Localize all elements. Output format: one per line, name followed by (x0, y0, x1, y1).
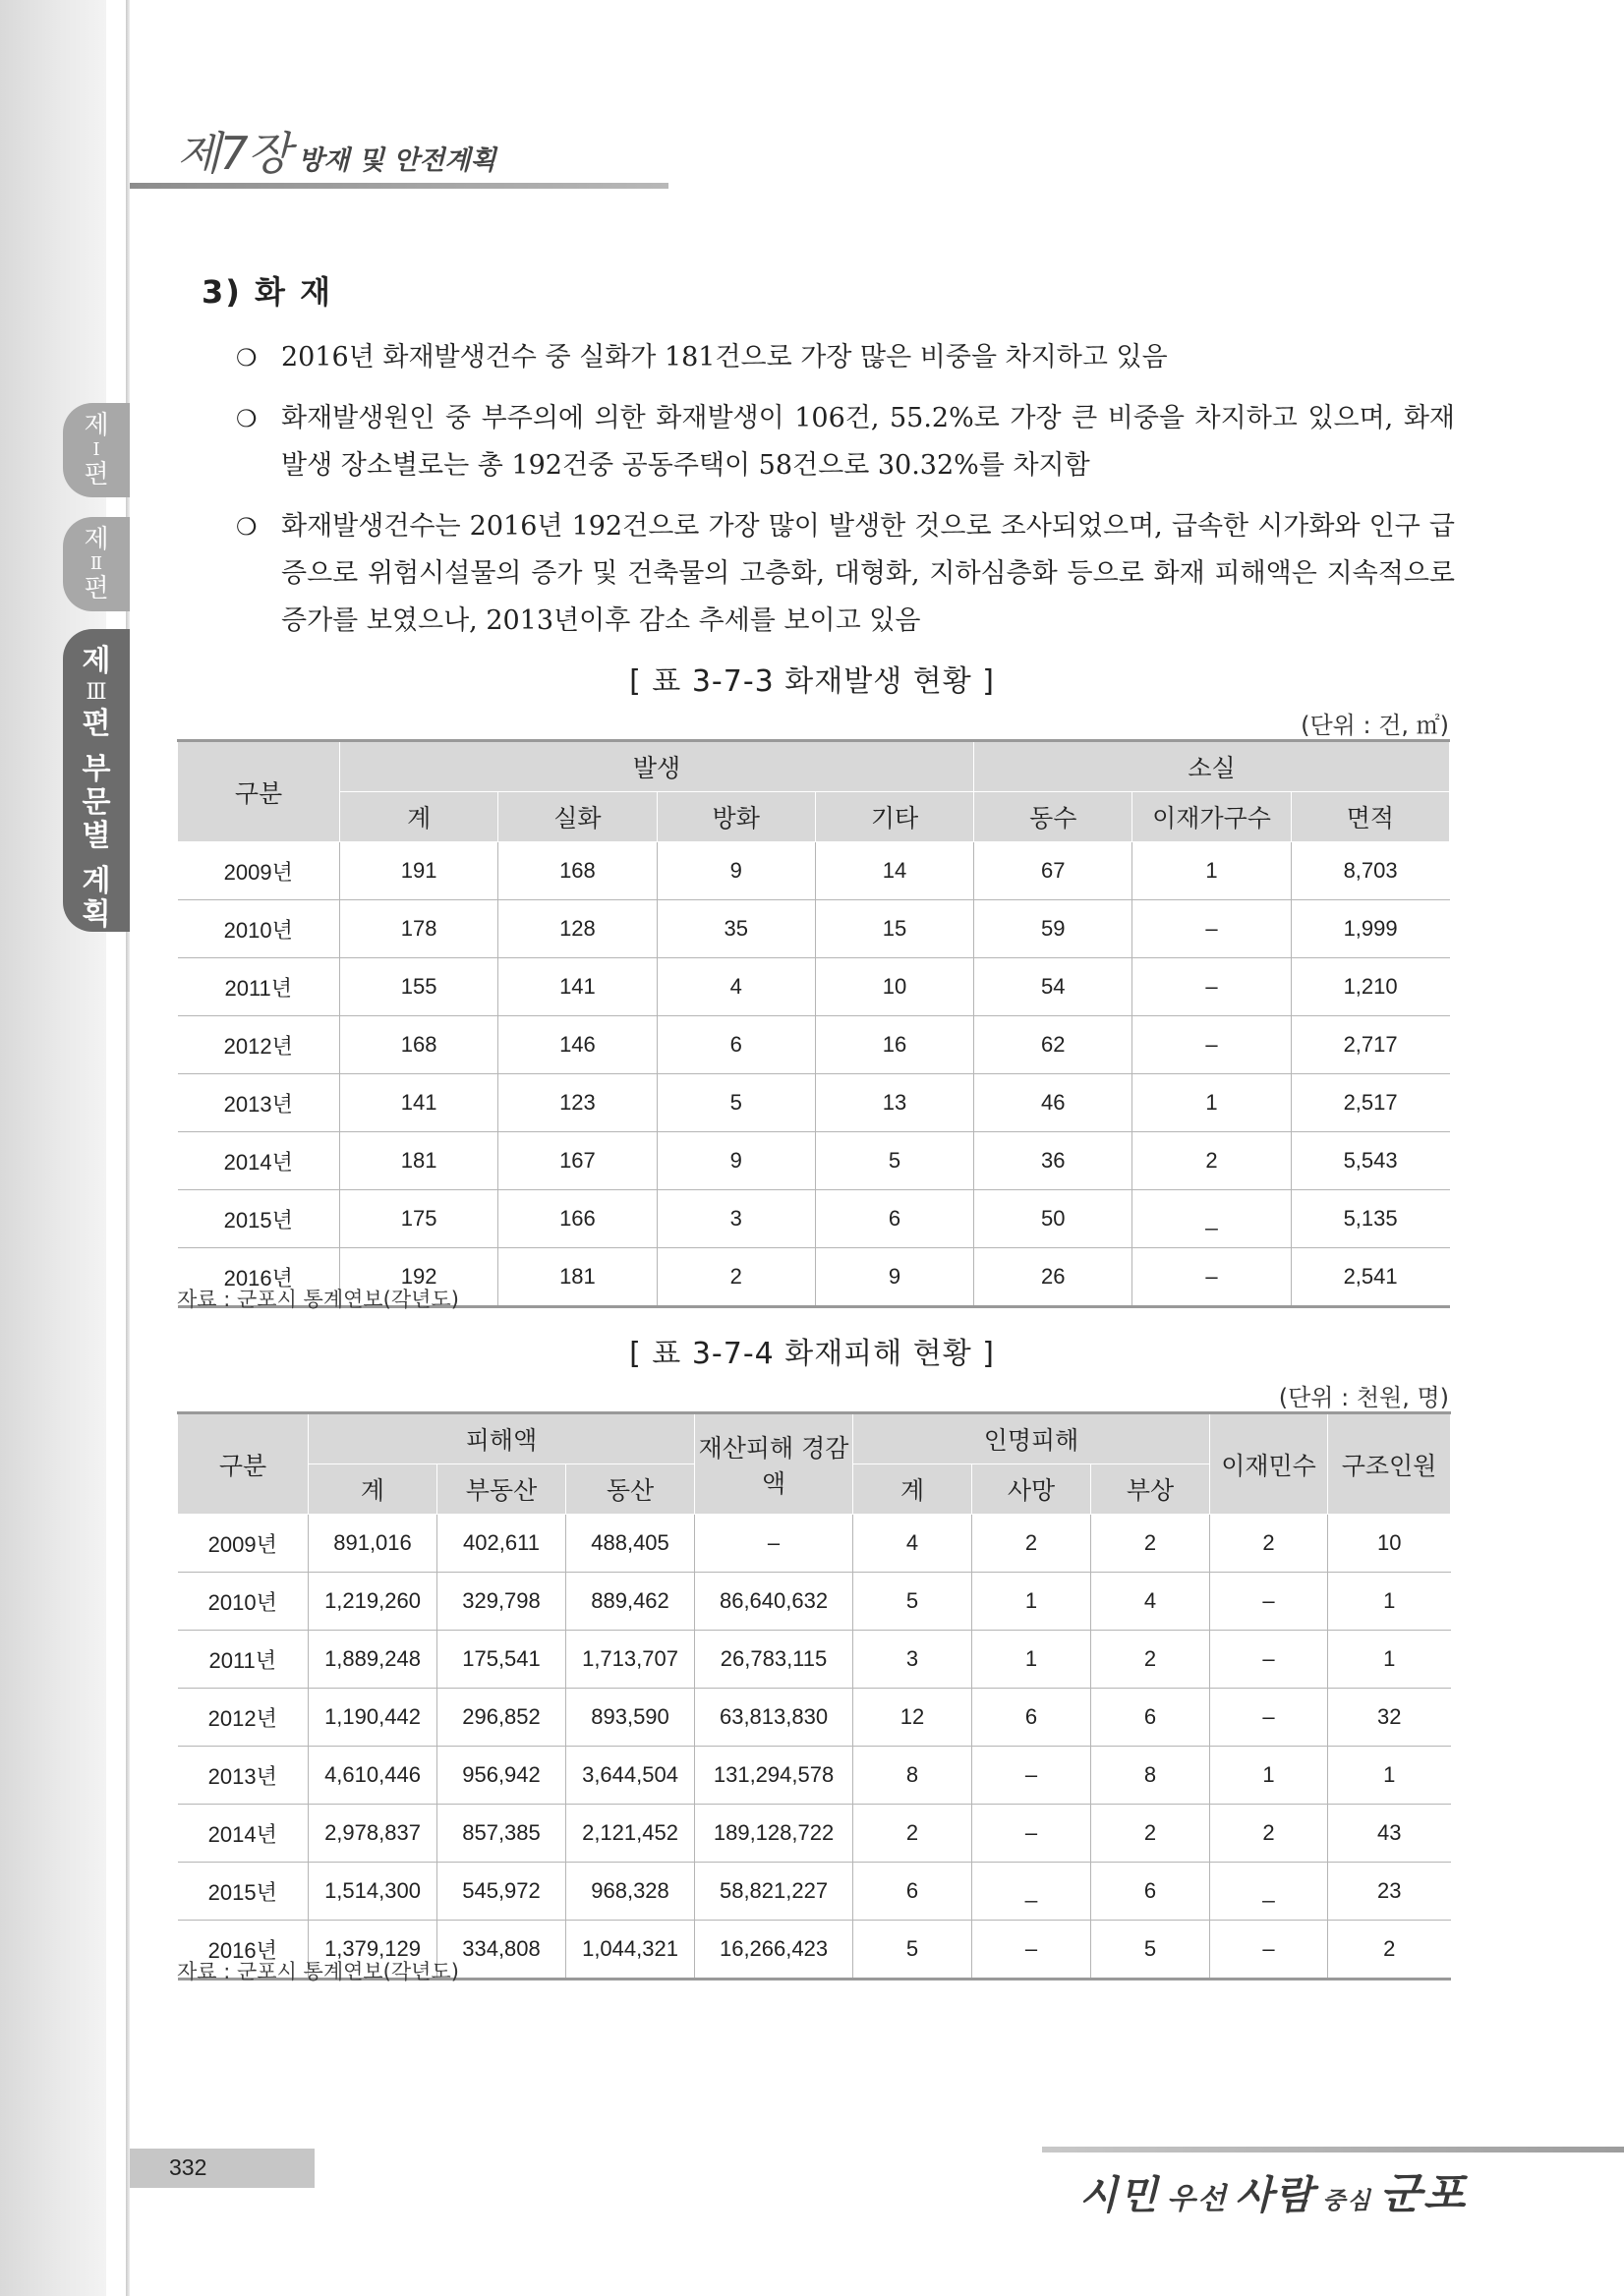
table-cell: 1 (1132, 842, 1291, 900)
header-gubun: 구분 (178, 1413, 309, 1515)
table-cell: 62 (974, 1016, 1132, 1074)
table-cell: 1,210 (1291, 958, 1449, 1016)
table-cell: 67 (974, 842, 1132, 900)
table-cell: – (1132, 1248, 1291, 1307)
table-row (178, 900, 1450, 958)
header-deaths: 사망 (972, 1464, 1091, 1515)
table-row (178, 1515, 1451, 1573)
table-cell: 5 (1091, 1921, 1210, 1980)
table-cell: – (972, 1747, 1091, 1805)
table-cell: 8 (853, 1747, 972, 1805)
table-cell: 8,703 (1291, 842, 1449, 900)
slogan-word: 우선 (1166, 2182, 1228, 2216)
side-tab-label: 편 (84, 574, 109, 603)
table-cell: 141 (498, 958, 657, 1016)
row-year-cell: 2012년 (178, 1689, 309, 1747)
table-cell: 50 (974, 1190, 1132, 1248)
table-cell: 6 (853, 1863, 972, 1921)
side-tab-roman: Ⅰ (92, 439, 100, 460)
table-cell: _ (1132, 1190, 1291, 1248)
table1-source: 자료 : 군포시 통계연보(각년도) (177, 1288, 459, 1311)
row-year-cell: 2013년 (178, 1074, 340, 1132)
table-cell: 2,541 (1291, 1248, 1449, 1307)
table-cell: 4,610,446 (309, 1747, 437, 1805)
table-cell: 329,798 (437, 1573, 566, 1631)
table-cell: 1,379,129 (309, 1921, 437, 1980)
table-cell: 23 (1328, 1863, 1451, 1921)
table-cell: 1 (1328, 1631, 1451, 1689)
footer-rule (1042, 2147, 1624, 2152)
slogan-word: 군포 (1379, 2169, 1468, 2219)
table-cell: 296,852 (437, 1689, 566, 1747)
side-tab-label: 제 (84, 411, 109, 440)
header-buildings: 동수 (974, 792, 1132, 842)
table-row (178, 1016, 1450, 1074)
row-year-cell: 2009년 (178, 842, 340, 900)
header-gubun: 구분 (178, 741, 340, 842)
table-cell: 43 (1328, 1805, 1451, 1863)
table-cell: 4 (657, 958, 815, 1016)
row-year-cell: 2015년 (178, 1190, 340, 1248)
side-tab-label: 제 (82, 644, 111, 678)
table-cell: – (1210, 1631, 1328, 1689)
side-tab-label: 부 (82, 752, 111, 786)
header-accidental: 실화 (498, 792, 657, 842)
table-cell: 1 (1210, 1747, 1328, 1805)
header-occurrence: 발생 (340, 741, 974, 792)
slogan-word: 사람 (1235, 2172, 1315, 2218)
table-cell: 167 (498, 1132, 657, 1190)
table-row (178, 1689, 1451, 1747)
table-cell: 178 (340, 900, 498, 958)
table-row (178, 1805, 1451, 1863)
table-cell: 35 (657, 900, 815, 958)
header-movable: 동산 (566, 1464, 695, 1515)
table-cell: 4 (1091, 1573, 1210, 1631)
table-cell: 16 (815, 1016, 973, 1074)
table-cell: 175 (340, 1190, 498, 1248)
table-cell: 5 (815, 1132, 973, 1190)
table-cell: 6 (815, 1190, 973, 1248)
table-row (178, 1573, 1451, 1631)
header-total: 계 (853, 1464, 972, 1515)
table-row (178, 1132, 1450, 1190)
table-cell: 189,128,722 (695, 1805, 853, 1863)
table-cell: 131,294,578 (695, 1747, 853, 1805)
side-tab-part-1[interactable] (63, 403, 130, 497)
table-cell: 1,190,442 (309, 1689, 437, 1747)
header-arson: 방화 (657, 792, 815, 842)
table-cell: 16,266,423 (695, 1921, 853, 1980)
header-other: 기타 (815, 792, 973, 842)
table-cell: _ (972, 1863, 1091, 1921)
table-cell: 1 (972, 1631, 1091, 1689)
header-displaced-households: 이재가구수 (1132, 792, 1291, 842)
table-cell: 14 (815, 842, 973, 900)
table-cell: 2 (1091, 1515, 1210, 1573)
header-damage-amount: 피해액 (309, 1413, 695, 1464)
table-cell: 2 (1132, 1132, 1291, 1190)
table-cell: 8 (1091, 1747, 1210, 1805)
slogan-word: 시민 (1079, 2172, 1160, 2218)
header-real-estate: 부동산 (437, 1464, 566, 1515)
table-row (178, 958, 1450, 1016)
table-cell: 3,644,504 (566, 1747, 695, 1805)
table-cell: 63,813,830 (695, 1689, 853, 1747)
table-cell: 166 (498, 1190, 657, 1248)
table-cell: 2 (1210, 1805, 1328, 1863)
table-cell: 59 (974, 900, 1132, 958)
row-year-cell: 2014년 (178, 1805, 309, 1863)
row-year-cell: 2010년 (178, 1573, 309, 1631)
table-cell: – (972, 1921, 1091, 1980)
table-cell: – (1210, 1921, 1328, 1980)
header-rule (130, 183, 668, 189)
table-cell: 181 (340, 1132, 498, 1190)
side-tab-label: 편 (82, 707, 111, 741)
table-cell: 893,590 (566, 1689, 695, 1747)
table1-title: [ 표 3-7-3 화재발생 현황 ] (629, 664, 995, 699)
table-cell: 86,640,632 (695, 1573, 853, 1631)
table-cell: 12 (853, 1689, 972, 1747)
table-cell: 2,717 (1291, 1016, 1449, 1074)
table-cell: 2,978,837 (309, 1805, 437, 1863)
table-cell: 46 (974, 1074, 1132, 1132)
table-cell: 192 (340, 1248, 498, 1307)
table-cell: 1 (1328, 1573, 1451, 1631)
side-tab-part-2[interactable] (63, 517, 130, 611)
table-cell: 857,385 (437, 1805, 566, 1863)
row-year-cell: 2013년 (178, 1747, 309, 1805)
table-cell: 146 (498, 1016, 657, 1074)
section-title: 3) 화 재 (202, 273, 332, 311)
row-year-cell: 2016년 (178, 1921, 309, 1980)
table-cell: 968,328 (566, 1863, 695, 1921)
bullet-list (236, 334, 1455, 659)
side-tab-label: 획 (82, 897, 111, 932)
table-cell: 2 (1328, 1921, 1451, 1980)
side-tab-label: 제 (84, 525, 109, 554)
slogan-word: 중심 (1322, 2186, 1372, 2214)
table-cell: 488,405 (566, 1515, 695, 1573)
table2-source: 자료 : 군포시 통계연보(각년도) (177, 1960, 459, 1983)
fire-occurrence-table (177, 739, 1450, 1308)
table-row (178, 842, 1450, 900)
row-year-cell: 2016년 (178, 1248, 340, 1307)
row-year-cell: 2009년 (178, 1515, 309, 1573)
table-cell: 168 (340, 1016, 498, 1074)
table-cell: 10 (815, 958, 973, 1016)
table-cell: 3 (853, 1631, 972, 1689)
table-cell: – (1132, 1016, 1291, 1074)
table-cell: 4 (853, 1515, 972, 1573)
table-cell: 2 (1210, 1515, 1328, 1573)
footer-slogan (1079, 2158, 1467, 2221)
table-cell: 26 (974, 1248, 1132, 1307)
fire-damage-table (177, 1411, 1451, 1980)
page-edge-line (126, 0, 130, 2296)
table-cell: 26,783,115 (695, 1631, 853, 1689)
table-cell: 58,821,227 (695, 1863, 853, 1921)
table-cell: 2 (1091, 1805, 1210, 1863)
table-cell: 2 (972, 1515, 1091, 1573)
table-cell: 2 (1091, 1631, 1210, 1689)
table-cell: 334,808 (437, 1921, 566, 1980)
table-cell: 402,611 (437, 1515, 566, 1573)
bullet-item (236, 334, 1455, 381)
table-cell: 1,889,248 (309, 1631, 437, 1689)
bullet-text: 화재발생건수는 2016년 192건으로 가장 많이 발생한 것으로 조사되었으며, 급속한 시가화와 인구 급증으로 위험시설물의 증가 및 건축물의 고층화, 대형화, 지하심층화 등으로 화재 피해액은 지속적으로 증가를 보였으나, 2013년이후 감소 추세를 보이고 있음 (281, 511, 1455, 636)
chapter-number: 제7장 (177, 127, 291, 180)
header-total: 계 (340, 792, 498, 842)
table-cell: 6 (1091, 1863, 1210, 1921)
table-cell: 1,044,321 (566, 1921, 695, 1980)
table-cell: 9 (815, 1248, 973, 1307)
table-cell: 128 (498, 900, 657, 958)
table-cell: 181 (498, 1248, 657, 1307)
table-row (178, 1631, 1451, 1689)
header-total: 계 (309, 1464, 437, 1515)
table-cell: 1,999 (1291, 900, 1449, 958)
table-cell: 32 (1328, 1689, 1451, 1747)
table-cell: – (972, 1805, 1091, 1863)
header-casualties: 인명피해 (853, 1413, 1210, 1464)
table1-unit: (단위 : 건, ㎡) (1301, 712, 1449, 739)
header-rescued: 구조인원 (1328, 1413, 1451, 1515)
table-cell: 54 (974, 958, 1132, 1016)
page-edge (0, 0, 109, 2296)
table-cell: 9 (657, 842, 815, 900)
table-cell: 6 (1091, 1689, 1210, 1747)
bullet-text: 2016년 화재발생건수 중 실화가 181건으로 가장 많은 비중을 차지하고 있음 (281, 342, 1168, 373)
table-cell: 5,543 (1291, 1132, 1449, 1190)
header-displaced: 이재민수 (1210, 1413, 1328, 1515)
table-cell: 5,135 (1291, 1190, 1449, 1248)
header-area: 면적 (1291, 792, 1449, 842)
table-cell: – (1210, 1689, 1328, 1747)
footer-bar (130, 2149, 315, 2188)
table-cell: 2,121,452 (566, 1805, 695, 1863)
table-cell: 1 (1132, 1074, 1291, 1132)
table-cell: 891,016 (309, 1515, 437, 1573)
table-cell: 2 (657, 1248, 815, 1307)
table2-title: [ 표 3-7-4 화재피해 현황 ] (629, 1337, 995, 1371)
table-cell: 1,713,707 (566, 1631, 695, 1689)
row-year-cell: 2011년 (178, 958, 340, 1016)
page-number: 332 (169, 2154, 207, 2180)
table-cell: – (1132, 958, 1291, 1016)
header-property-reduction: 재산피해 경감액 (695, 1413, 853, 1515)
row-year-cell: 2012년 (178, 1016, 340, 1074)
table-cell: 155 (340, 958, 498, 1016)
table-cell: 889,462 (566, 1573, 695, 1631)
chapter-title: 방재 및 안전계획 (298, 145, 496, 176)
table-cell: 175,541 (437, 1631, 566, 1689)
table-cell: 545,972 (437, 1863, 566, 1921)
side-tab-label: 별 (82, 819, 111, 853)
chapter-header (177, 118, 496, 183)
table-cell: – (1210, 1573, 1328, 1631)
side-tab-label: 편 (84, 460, 109, 489)
table-cell: 13 (815, 1074, 973, 1132)
header-injuries: 부상 (1091, 1464, 1210, 1515)
table-cell: 10 (1328, 1515, 1451, 1573)
bullet-item (236, 395, 1455, 489)
table-cell: 141 (340, 1074, 498, 1132)
bullet-item (236, 503, 1455, 645)
circle-bullet-icon: ❍ (236, 344, 258, 372)
table-row (178, 1074, 1450, 1132)
table2-unit: (단위 : 천원, 명) (1278, 1384, 1449, 1411)
side-tab-label: 계 (82, 864, 111, 898)
circle-bullet-icon: ❍ (236, 405, 258, 432)
table-cell: 2,517 (1291, 1074, 1449, 1132)
table-cell: 2 (853, 1805, 972, 1863)
table-cell: 5 (657, 1074, 815, 1132)
table-cell: _ (1210, 1863, 1328, 1921)
bullet-text: 화재발생원인 중 부주의에 의한 화재발생이 106건, 55.2%로 가장 큰 비중을 차지하고 있으며, 화재발생 장소별로는 총 192건중 공동주택이 58건으로 30.32%를 차지함 (281, 403, 1455, 481)
table-cell: 168 (498, 842, 657, 900)
table-cell: 1 (972, 1573, 1091, 1631)
table-cell: 123 (498, 1074, 657, 1132)
table-cell: 3 (657, 1190, 815, 1248)
circle-bullet-icon: ❍ (236, 513, 258, 541)
side-tab-roman: Ⅲ (86, 680, 107, 705)
header-burned: 소실 (974, 741, 1450, 792)
table-cell: 1,219,260 (309, 1573, 437, 1631)
table-row (178, 1747, 1451, 1805)
row-year-cell: 2014년 (178, 1132, 340, 1190)
table-cell: – (1132, 900, 1291, 958)
side-tab-label: 문 (82, 785, 111, 820)
table-cell: 15 (815, 900, 973, 958)
table-cell: 191 (340, 842, 498, 900)
table-cell: 5 (853, 1921, 972, 1980)
table-cell: 1 (1328, 1747, 1451, 1805)
table-row (178, 1863, 1451, 1921)
table-cell: 1,514,300 (309, 1863, 437, 1921)
table-cell: 6 (972, 1689, 1091, 1747)
table-cell: 36 (974, 1132, 1132, 1190)
row-year-cell: 2015년 (178, 1863, 309, 1921)
table-cell: 9 (657, 1132, 815, 1190)
row-year-cell: 2011년 (178, 1631, 309, 1689)
table-cell: – (695, 1515, 853, 1573)
row-year-cell: 2010년 (178, 900, 340, 958)
table-cell: 956,942 (437, 1747, 566, 1805)
table-row (178, 1190, 1450, 1248)
table-cell: 6 (657, 1016, 815, 1074)
table-cell: 5 (853, 1573, 972, 1631)
side-tab-roman: Ⅱ (89, 553, 103, 574)
